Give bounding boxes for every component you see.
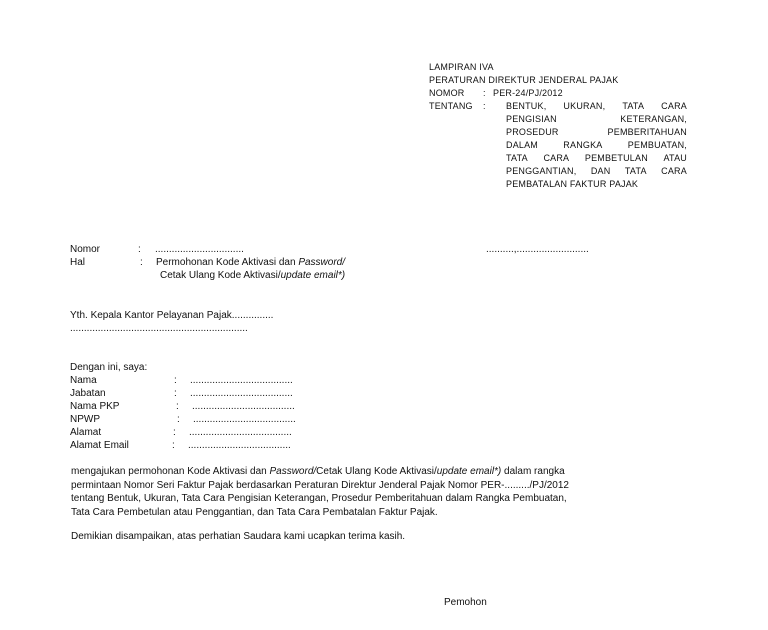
body-line: tentang Bentuk, Ukuran, Tata Cara Pengisian Keterangan, Prosedur Pemberitahuan dalam Rangka Pembuatan, (71, 493, 567, 504)
letter-number-value: ................................ (155, 244, 244, 255)
field-label: Alamat Email (70, 440, 129, 451)
tentang-subject (506, 100, 687, 191)
recipient-line2: ................................................................ (70, 323, 248, 334)
subject-line2-text: Cetak Ulang Kode Aktivasi/ (160, 270, 281, 281)
field-sep: : (173, 427, 176, 438)
body-text: mengajukan permohonan Kode Aktivasi dan (71, 466, 270, 477)
field-row-npwp (70, 413, 296, 426)
field-row-jabatan (70, 387, 296, 400)
body-text: dalam rangka (501, 466, 565, 477)
field-row-alamat (70, 426, 296, 439)
field-value: ..................................... (192, 401, 295, 412)
tentang-line: BENTUK, UKURAN, TATA CARA (506, 101, 687, 111)
lampiran-label: LAMPIRAN IVA (429, 62, 494, 72)
body-line: Tata Cara Pembetulan atau Penggantian, dan Tata Cara Pembatalan Faktur Pajak. (71, 506, 438, 518)
regulation-number-label: NOMOR (429, 88, 465, 98)
body-line: permintaan Nomor Seri Faktur Pajak berdasarkan Peraturan Direktur Jenderal Pajak Nomor PER-........./PJ/2012 (71, 479, 569, 491)
letter-number-sep: : (138, 244, 141, 255)
field-value: ..................................... (193, 414, 296, 425)
field-row-alamat-email (70, 439, 296, 452)
letter-number-row (70, 243, 244, 256)
field-value: ..................................... (190, 388, 293, 399)
signature-label: Pemohon (444, 597, 487, 608)
tentang-line: PEMBATALAN FAKTUR PAJAK (506, 179, 639, 189)
field-row-nama-pkp (70, 400, 296, 413)
subject-label: Hal (70, 257, 86, 268)
field-sep: : (172, 440, 175, 451)
letter-number-label: Nomor (70, 244, 101, 255)
subject-line1-italic: Password/ (298, 257, 346, 268)
regulation-number-value: PER-24/PJ/2012 (493, 88, 563, 98)
recipient-line1: Yth. Kepala Kantor Pelayanan Pajak............... (70, 310, 274, 321)
body-paragraph (71, 465, 671, 519)
tentang-sep: : (483, 101, 486, 111)
field-sep: : (174, 388, 177, 399)
field-label: Alamat (70, 427, 102, 438)
field-row-nama (70, 374, 296, 387)
field-value: ..................................... (189, 427, 292, 438)
field-label: NPWP (70, 414, 100, 425)
tentang-label: TENTANG (429, 101, 473, 111)
tentang-line: PENGISIAN KETERANGAN, (506, 114, 687, 124)
tentang-line: TATA CARA PEMBETULAN ATAU (506, 153, 687, 163)
subject-line2 (160, 269, 345, 282)
date-placeholder: ..........,.......................... (486, 244, 589, 255)
regulation-number-row (429, 87, 618, 100)
field-value: ..................................... (190, 375, 293, 386)
body-italic: Password/ (269, 466, 317, 477)
intro-text: Dengan ini, saya: (70, 362, 148, 373)
body-line (71, 465, 671, 479)
peraturan-title: PERATURAN DIREKTUR JENDERAL PAJAK (429, 75, 619, 85)
body-text: Cetak Ulang Kode Aktivasi/ (316, 466, 437, 477)
field-label: Nama PKP (70, 401, 120, 412)
field-sep: : (176, 401, 179, 412)
subject-line2-italic: update email*) (280, 270, 346, 281)
field-value: ..................................... (188, 440, 291, 451)
field-label: Jabatan (70, 388, 106, 399)
field-sep: : (174, 375, 177, 386)
tentang-line: PROSEDUR PEMBERITAHUAN (506, 127, 687, 137)
subject-sep: : (140, 257, 143, 268)
applicant-fields (70, 374, 296, 452)
body-italic: update email*) (436, 466, 502, 477)
field-label: Nama (70, 375, 97, 386)
subject-line1-text: Permohonan Kode Aktivasi dan (156, 257, 299, 268)
subject-row (70, 256, 345, 269)
field-sep: : (177, 414, 180, 425)
tentang-line: DALAM RANGKA PEMBUATAN, (506, 140, 687, 150)
closing-text: Demikian disampaikan, atas perhatian Saudara kami ucapkan terima kasih. (71, 531, 406, 542)
tentang-line: PENGGANTIAN, DAN TATA CARA (506, 166, 687, 176)
regulation-number-sep: : (483, 88, 486, 98)
